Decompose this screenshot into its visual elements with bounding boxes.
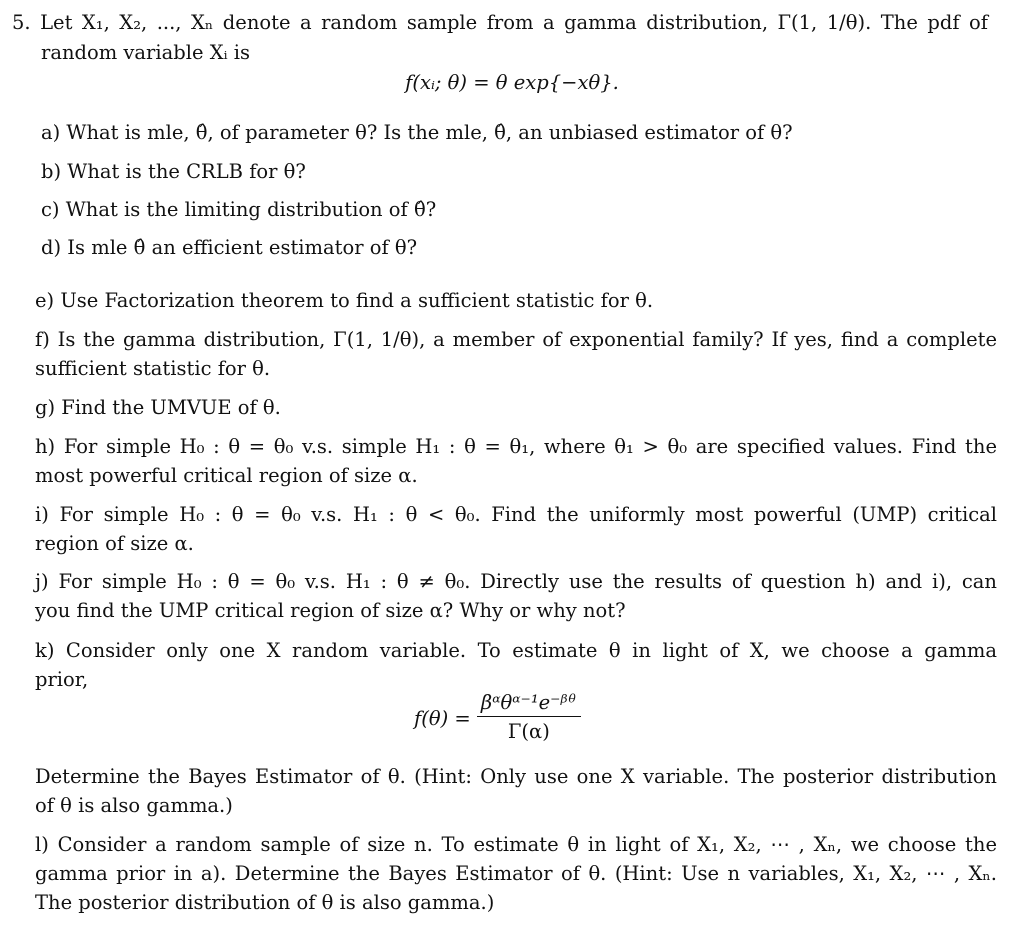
question-k-line-3: Determine the Bayes Estimator of θ. (Hint: Only use one X variable. The posterior distribution bbox=[35, 765, 997, 788]
question-g: g) Find the UMVUE of θ. bbox=[35, 396, 281, 419]
question-j-line-1: j) For simple H₀ : θ = θ₀ v.s. H₁ : θ ≠ θ₀. Directly use the results of question h) and i), can bbox=[35, 570, 997, 593]
question-l-line-2: gamma prior in a). Determine the Bayes Estimator of θ. (Hint: Use n variables, X₁, X₂, ⋯ , Xₙ. bbox=[35, 862, 997, 885]
prior-numerator: βᵅθᵅ⁻¹e⁻ᵝᶿ bbox=[477, 690, 581, 717]
question-j-line-2: you find the UMP critical region of size α? Why or why not? bbox=[35, 599, 626, 622]
question-a: a) What is mle, θ̂, of parameter θ? Is the mle, θ̂, an unbiased estimator of θ? bbox=[41, 121, 793, 144]
intro-line-1: 5. Let X₁, X₂, ..., Xₙ denote a random sample from a gamma distribution, Γ(1, 1/θ). The pdf of bbox=[12, 11, 988, 34]
intro-line-2: random variable Xᵢ is bbox=[41, 41, 250, 64]
question-i-line-1: i) For simple H₀ : θ = θ₀ v.s. H₁ : θ < θ₀. Find the uniformly most powerful (UMP) critical bbox=[35, 503, 997, 526]
prior-denominator: Γ(α) bbox=[507, 720, 550, 743]
question-k-line-1: k) Consider only one X random variable. To estimate θ in light of X, we choose a gamma bbox=[35, 639, 997, 662]
prior-lhs: f(θ) = bbox=[414, 707, 471, 730]
question-h-line-1: h) For simple H₀ : θ = θ₀ v.s. simple H₁ : θ = θ₁, where θ₁ > θ₀ are specified values. Find the bbox=[35, 435, 997, 458]
question-k-line-2: prior, bbox=[35, 668, 89, 691]
question-b: b) What is the CRLB for θ? bbox=[41, 160, 306, 183]
question-i-line-2: region of size α. bbox=[35, 532, 194, 555]
pdf-equation: f(xᵢ; θ) = θ exp{−xθ}. bbox=[405, 71, 619, 94]
question-f-line-2: sufficient statistic for θ. bbox=[35, 357, 271, 380]
question-l-line-3: The posterior distribution of θ is also gamma.) bbox=[35, 891, 495, 914]
question-c: c) What is the limiting distribution of θ̂? bbox=[41, 198, 437, 221]
prior-equation bbox=[414, 690, 581, 747]
prior-fraction bbox=[477, 690, 581, 747]
question-e: e) Use Factorization theorem to find a sufficient statistic for θ. bbox=[35, 289, 654, 312]
question-k-line-4: of θ is also gamma.) bbox=[35, 794, 233, 817]
question-d: d) Is mle θ̂ an efficient estimator of θ? bbox=[41, 236, 418, 259]
question-h-line-2: most powerful critical region of size α. bbox=[35, 464, 418, 487]
question-f-line-1: f) Is the gamma distribution, Γ(1, 1/θ), a member of exponential family? If yes, find a complete bbox=[35, 328, 997, 351]
question-l-line-1: l) Consider a random sample of size n. To estimate θ in light of X₁, X₂, ⋯ , Xₙ, we choose the bbox=[35, 833, 997, 856]
